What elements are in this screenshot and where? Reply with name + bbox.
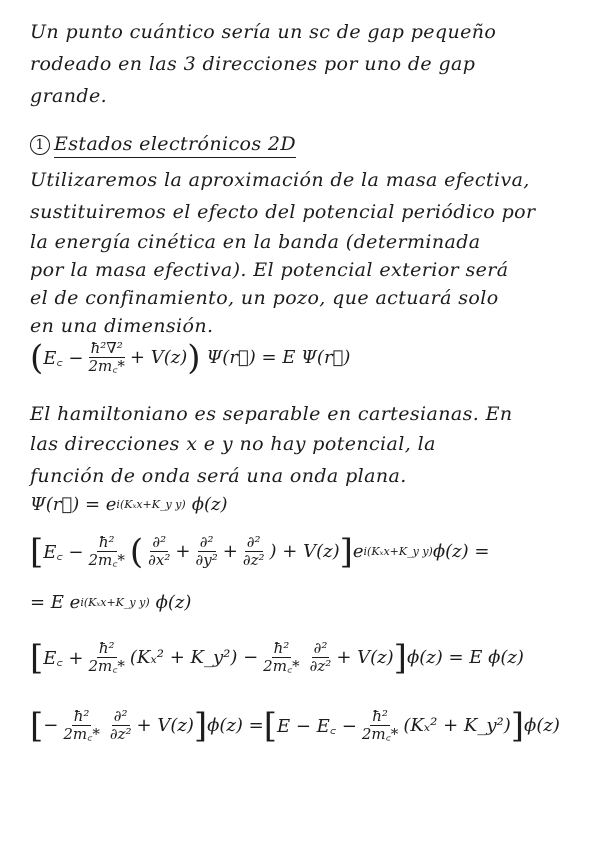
eq3-exponent: i(Kₓx+K_y y) bbox=[363, 545, 433, 558]
eq6-minus: − bbox=[43, 715, 59, 736]
eq3-dx-den: ∂x² bbox=[148, 551, 171, 569]
eq3-dz-den: ∂z² bbox=[242, 551, 265, 569]
eq5-ec-plus: E꜀ + bbox=[43, 647, 84, 669]
eq3-open-bracket: [ bbox=[30, 531, 44, 572]
equation-substitution: [ E꜀ − $\frac{\text{ħ²}}{2m꜀*}$ ( $\frac{\text{∂²}}{\text{∂x²}}$ + $\frac{\text{∂²}}{\text{∂y²}}$ + $\frac{\text{∂²}}{\text{∂z²}}$ ) + V(z) ] e i(Kₓx+K_y y) ϕ(z) = bbox=[30, 531, 490, 572]
equation-separated bbox=[30, 637, 524, 678]
eq3-exp-base: e bbox=[352, 541, 364, 562]
eq6-deriv-z bbox=[108, 708, 134, 743]
eq5-dz-num: ∂² bbox=[313, 639, 328, 657]
eq5-kk: (Kₓ² + K_y²) − bbox=[129, 647, 259, 668]
eq3-deriv-z bbox=[241, 534, 267, 569]
paragraph1-line-2: sustituiremos el efecto del potencial periódico por bbox=[30, 201, 536, 223]
eq5-deriv-z bbox=[308, 640, 334, 675]
eq3-open-paren: ( bbox=[129, 531, 144, 572]
eq4-exponent: i(Kₓx+K_y y) bbox=[80, 596, 150, 609]
paragraph1-line-1: Utilizaremos la aproximación de la masa efectiva, bbox=[30, 169, 530, 191]
eq6-close-bracket-2: ] bbox=[510, 705, 525, 746]
eq1-close-paren: ) bbox=[187, 337, 201, 378]
eq1-rhs: Ψ(r⃗) = E Ψ(r⃗) bbox=[206, 347, 351, 368]
eq6-close-bracket: ] bbox=[193, 705, 208, 746]
eq3-dx-num: ∂² bbox=[152, 533, 167, 551]
eq5-frac1-num: ħ² bbox=[98, 639, 115, 657]
section-heading bbox=[30, 132, 296, 158]
eq6-dz-num: ∂² bbox=[113, 707, 128, 725]
section-title: Estados electrónicos 2D bbox=[54, 132, 296, 158]
equation-rhs bbox=[30, 592, 191, 613]
eq1-ec-minus: E꜀ − bbox=[43, 347, 84, 369]
eq6-kk: (Kₓ² + K_y²) bbox=[403, 715, 511, 736]
equation-z-problem bbox=[30, 705, 560, 746]
eq5-frac2-num: ħ² bbox=[273, 639, 290, 657]
eq5-dz-den: ∂z² bbox=[309, 657, 332, 675]
paragraph2-line-3: función de onda será una onda plana. bbox=[30, 465, 407, 487]
eq5-frac2-den: 2m꜀* bbox=[263, 657, 300, 675]
eq5-close-bracket: ] bbox=[393, 637, 407, 678]
eq6-dz-den: ∂z² bbox=[109, 725, 132, 743]
paragraph1-line-6: en una dimensión. bbox=[30, 315, 214, 337]
eq5-rhs: ϕ(z) = E ϕ(z) bbox=[406, 647, 524, 668]
eq6-e-minus: E − E꜀ − bbox=[277, 715, 357, 737]
eq3-close-paren-v: ) + V(z) bbox=[269, 541, 340, 562]
eq1-frac-den: 2m꜀* bbox=[88, 357, 125, 375]
eq6-frac2-num: ħ² bbox=[372, 707, 388, 725]
equation-wavefunction bbox=[30, 494, 228, 515]
paragraph1-line-3: la energía cinética en la banda (determinada bbox=[30, 231, 481, 253]
eq1-frac-num: ħ²∇² bbox=[90, 339, 123, 357]
paragraph2-line-2: las direcciones x e y no hay potencial, la bbox=[30, 433, 436, 455]
intro-line-3: grande. bbox=[30, 85, 108, 107]
eq1-plus-v: + V(z) bbox=[129, 347, 188, 368]
eq6-frac1-den: 2m꜀* bbox=[63, 725, 100, 743]
eq5-frac1-den: 2m꜀* bbox=[88, 657, 125, 675]
eq6-mid: ϕ(z) = bbox=[207, 715, 264, 736]
eq5-fraction-1 bbox=[86, 640, 126, 675]
eq3-frac-num: ħ² bbox=[98, 533, 115, 551]
eq6-frac2-den: 2m꜀* bbox=[361, 725, 399, 743]
equation-schrodinger bbox=[30, 337, 351, 378]
eq6-tail: ϕ(z) bbox=[524, 715, 560, 736]
eq5-fraction-2 bbox=[261, 640, 301, 675]
eq5-open-bracket: [ bbox=[30, 637, 44, 678]
eq3-close-bracket: ] bbox=[339, 531, 353, 572]
eq2-exponent: i(Kₓx+K_y y) bbox=[116, 498, 186, 511]
paragraph1-line-4: por la masa efectiva). El potencial exterior será bbox=[30, 259, 509, 281]
eq3-fraction bbox=[86, 534, 126, 569]
eq1-open-paren: ( bbox=[30, 337, 44, 378]
eq1-fraction bbox=[86, 340, 126, 375]
paragraph1-line-5: el de confinamiento, un pozo, que actuará solo bbox=[30, 287, 499, 309]
eq3-ec-minus: E꜀ − bbox=[43, 541, 84, 563]
eq4-tail: ϕ(z) bbox=[155, 592, 192, 613]
eq3-deriv-x bbox=[146, 534, 172, 569]
eq5-plus-v: + V(z) bbox=[336, 647, 394, 668]
eq6-fraction-2 bbox=[360, 708, 400, 743]
eq6-open-bracket-2: [ bbox=[263, 705, 277, 746]
eq6-plus-v: + V(z) bbox=[136, 715, 194, 736]
eq3-frac-den: 2m꜀* bbox=[88, 551, 125, 569]
intro-line-1: Un punto cuántico sería un sc de gap pequeño bbox=[30, 21, 497, 43]
eq3-dy-num: ∂² bbox=[199, 533, 214, 551]
eq6-open-bracket: [ bbox=[30, 705, 44, 746]
eq3-tail: ϕ(z) = bbox=[432, 541, 490, 562]
section-number: 1 bbox=[30, 135, 50, 155]
eq2-lhs: Ψ(r⃗) = e bbox=[30, 494, 117, 515]
eq4-text: = E e bbox=[30, 592, 81, 613]
eq6-frac1-num: ħ² bbox=[73, 707, 90, 725]
eq3-deriv-y bbox=[194, 534, 220, 569]
eq3-dz-num: ∂² bbox=[246, 533, 261, 551]
paragraph2-line-1: El hamiltoniano es separable en cartesianas. En bbox=[30, 403, 513, 425]
eq3-dy-den: ∂y² bbox=[195, 551, 218, 569]
eq6-fraction-1 bbox=[61, 708, 101, 743]
eq2-phi: ϕ(z) bbox=[191, 494, 228, 515]
intro-line-2: rodeado en las 3 direcciones por uno de gap bbox=[30, 53, 476, 75]
